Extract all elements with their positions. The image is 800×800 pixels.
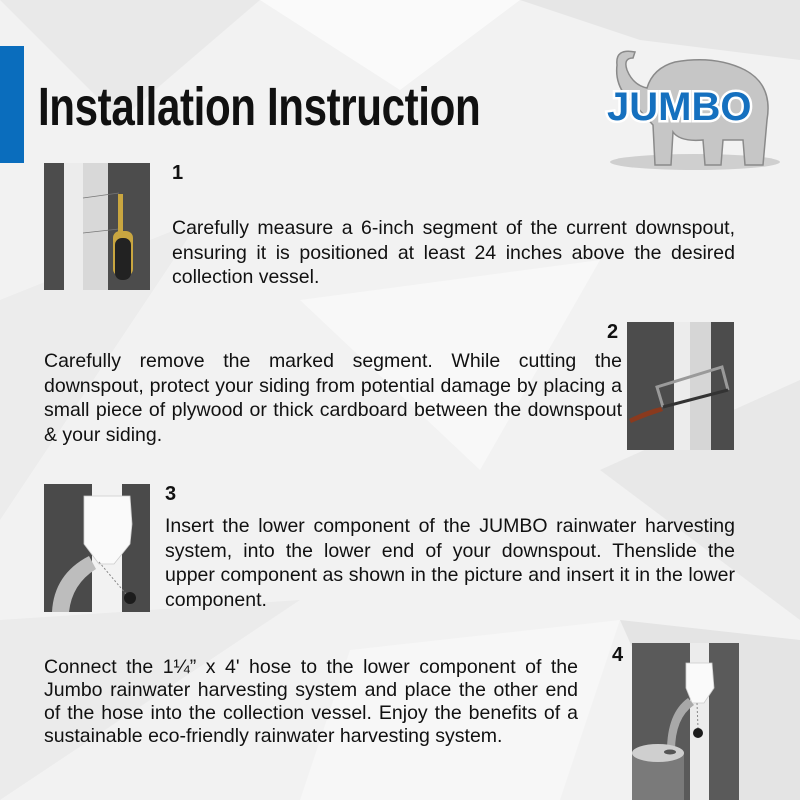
step-3-number: 3 [165, 483, 177, 505]
accent-bar [0, 46, 24, 163]
step-2-text: Carefully remove the marked segment. While cutting the downspout, protect your siding from potential damage by placing a small piece of plywood or thick cardboard between the downspout & your siding. [44, 350, 622, 446]
step-2-image [627, 322, 734, 450]
page-title: Installation Instruction [38, 77, 481, 137]
step-3-text: Insert the lower component of the JUMBO rainwater harvesting system, into the lower end of your downspout. Thenslide the upper component as shown in the picture and insert it in the lower component. [165, 515, 735, 611]
step-1-number: 1 [172, 162, 184, 184]
step-4-number: 4 [612, 644, 624, 666]
step-1-image [44, 163, 150, 290]
step-4-image [632, 643, 739, 800]
jumbo-logo [595, 40, 790, 180]
logo-text: JUMBO [607, 85, 752, 129]
step-2-number: 2 [607, 321, 619, 343]
step-4-text: Connect the 1¼” x 4' hose to the lower component of the Jumbo rainwater harvesting system and place the other end of the hose into the collection vessel. Enjoy the benefits of a sustainable eco-friendly rainwater harvesting system. [44, 656, 578, 747]
step-3-image [44, 484, 150, 612]
step-1-text: Carefully measure a 6-inch segment of the current downspout, ensuring it is positioned at least 24 inches above the desired collection vessel. [172, 217, 735, 288]
